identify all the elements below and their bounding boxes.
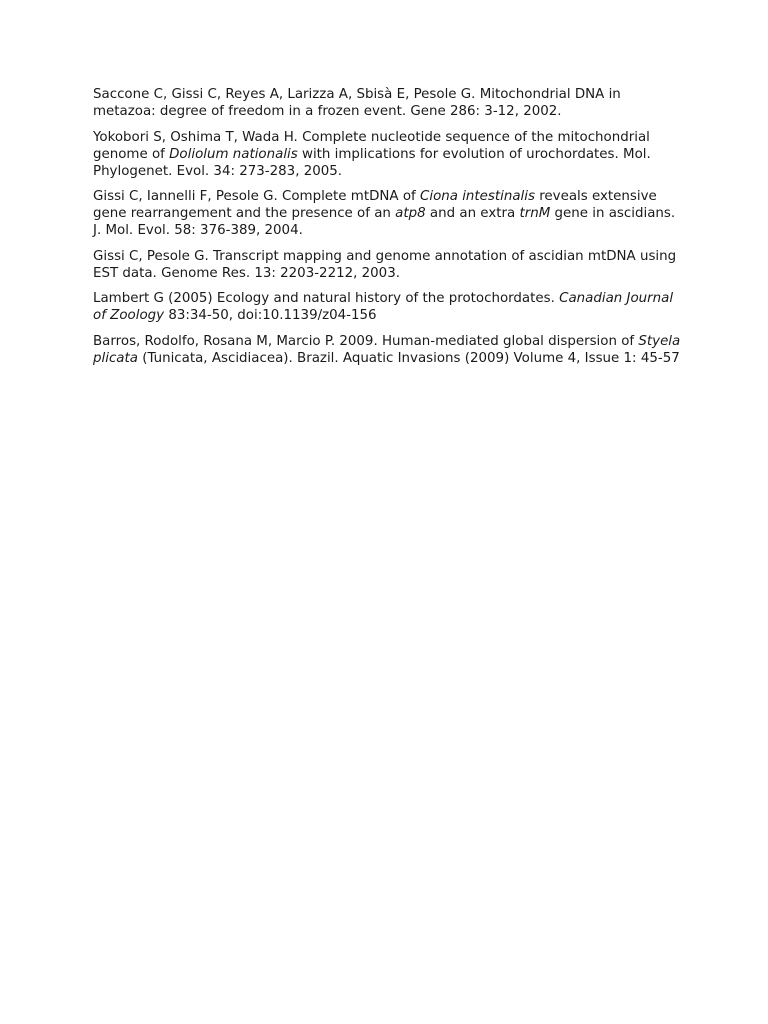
reference-text: Barros, Rodolfo, Rosana M, Marcio P. 2009. Human-mediated global dispersion of [93, 333, 639, 349]
reference-text: reveals extensive gene rearrangement and the presence of an [93, 189, 657, 221]
reference-text: Gissi C, Pesole G. Transcript mapping and genome annotation of ascidian mtDNA using EST data. Genome Res. 13: 2203-2212, 2003. [93, 248, 677, 281]
reference-italic-text: Ciona intestinalis [420, 189, 535, 204]
reference-entry [93, 129, 683, 180]
reference-text: Lambert G (2005) Ecology and natural history of the protochordates. [93, 291, 560, 306]
reference-italic-text: trnM [519, 206, 551, 221]
reference-entry [93, 248, 683, 282]
reference-text: Saccone C, Gissi C, Reyes A, Larizza A, Sbisà E, Pesole G. Mitochondrial DNA in metazoa: degree of freedom in a frozen event. Gene 286: 3-12, 2002. [93, 87, 621, 119]
reference-list [93, 86, 683, 375]
reference-entry [93, 333, 683, 367]
reference-text: Yokobori S, Oshima T, Wada H. Complete nucleotide sequence of the mitochondrial genome of [93, 129, 650, 162]
reference-italic-text: Styela plicata [93, 333, 681, 366]
reference-entry [93, 290, 683, 324]
reference-text: gene in ascidians. J. Mol. Evol. 58: 376-389, 2004. [93, 206, 676, 238]
reference-italic-text: Doliolum nationalis [169, 146, 298, 162]
reference-italic-text: atp8 [395, 206, 426, 221]
reference-text: (Tunicata, Ascidiacea). Brazil. Aquatic Invasions (2009) Volume 4, Issue 1: 45-57 [137, 350, 680, 366]
reference-entry [93, 86, 683, 120]
reference-text: 83:34-50, doi:10.1139/z04-156 [164, 308, 377, 323]
reference-text: with implications for evolution of urochordates. Mol. Phylogenet. Evol. 34: 273-283, 2005. [93, 146, 651, 179]
reference-text: Gissi C, Iannelli F, Pesole G. Complete mtDNA of [93, 189, 420, 204]
reference-entry [93, 188, 683, 239]
reference-italic-text: Canadian Journal of Zoology [93, 291, 674, 323]
reference-text: and an extra [425, 206, 520, 221]
